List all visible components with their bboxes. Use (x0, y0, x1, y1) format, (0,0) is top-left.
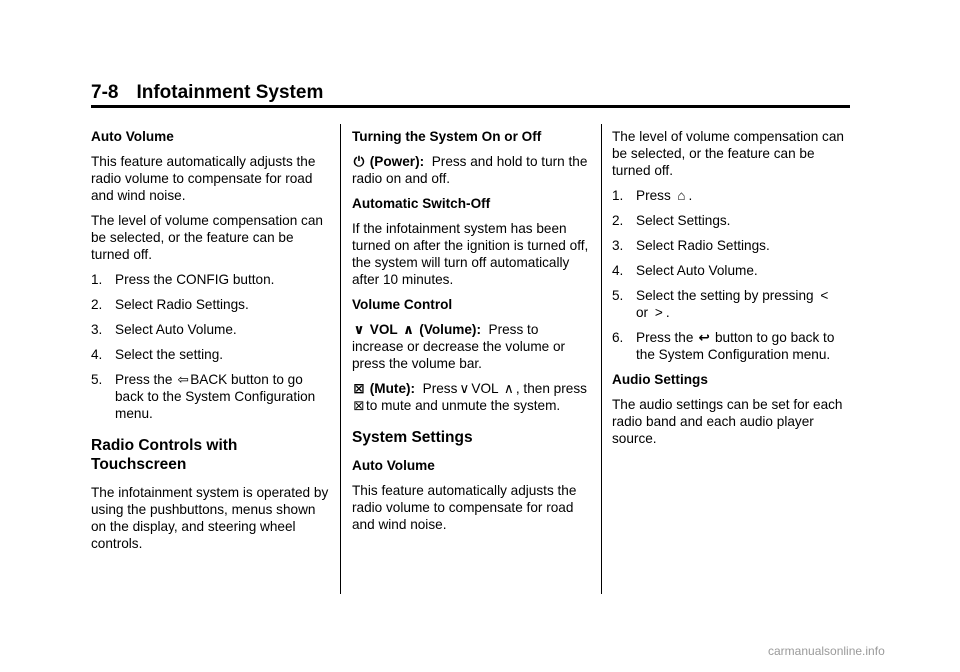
switchoff-heading: Automatic Switch-Off (352, 196, 491, 211)
step-2 (91, 296, 331, 313)
chevron-down-icon: ∨ (459, 381, 470, 396)
mute-label: (Mute): (369, 381, 416, 396)
step-number: 5. (91, 372, 103, 387)
step-1 (91, 271, 331, 288)
step-text: Press the (636, 330, 694, 345)
step-5: 5. Select the setting by pressing < or > . (612, 287, 852, 321)
turning-heading: Turning the System On or Off (352, 129, 542, 144)
step-text: Select Auto Volume. (636, 263, 758, 278)
auto-volume-text: This feature automatically adjusts the radio volume to compensate for road and wind noise. (352, 483, 577, 532)
vol-label: VOL (369, 322, 398, 337)
page-heading (91, 81, 850, 105)
mute-text: press (553, 381, 587, 396)
step-1: 1. Press ⌂ . (612, 188, 693, 203)
step-6 (612, 329, 852, 363)
volume-heading: Volume Control (352, 297, 453, 312)
step-number: 4. (91, 347, 103, 362)
step-number: 2. (612, 213, 624, 228)
column-divider-1 (340, 124, 341, 594)
step-number: 5. (612, 288, 624, 303)
power-icon: ⏻ (353, 154, 365, 169)
step-number: 1. (612, 188, 624, 203)
step-text: Select Settings. (636, 213, 731, 228)
mute-icon: ⊠ (353, 381, 365, 396)
page-title: Infotainment System (136, 82, 324, 103)
watermark: carmanualsonline.info (768, 644, 885, 658)
column-divider-2 (601, 124, 602, 594)
step-text: Select Auto Volume. (115, 322, 237, 337)
section-text: The infotainment system is operated by using the pushbuttons, menus shown on the display, and steering wheel controls. (91, 485, 329, 551)
power-label: (Power): (369, 154, 425, 169)
mute-text: Press (422, 381, 458, 396)
back-button-icon: ↩ (698, 330, 710, 345)
chevron-up-icon: ∧ (503, 381, 514, 396)
step-text: Press the (115, 372, 177, 387)
chevron-left-icon: < (820, 288, 829, 303)
step-text: Select Radio Settings. (115, 297, 249, 312)
column-3 (612, 128, 852, 455)
level-text: The level of volume compensation can be selected, or the feature can be turned off. (612, 129, 844, 178)
mute-icon: ⊠ (353, 398, 365, 413)
step-text: Select the setting. (115, 347, 224, 362)
volume-label: (Volume): (419, 322, 481, 337)
auto-volume-heading: Auto Volume (91, 129, 174, 144)
section-title-radio-controls: Radio Controls with Touchscreen (91, 437, 238, 473)
step-text: or (636, 305, 649, 320)
switchoff-text: If the infotainment system has been turned on after the ignition is turned off, the system will turn off automatically after 10 minutes. (352, 221, 589, 287)
step-text: BACK button to go back to the System Configuration menu. (115, 372, 316, 421)
step-text: Select the setting by pressing (636, 288, 814, 303)
step-number: 3. (91, 322, 103, 337)
chevron-right-icon: > (654, 305, 663, 320)
step-4 (91, 346, 331, 363)
back-arrow-icon: ⇦ (177, 372, 189, 387)
column-2 (352, 128, 592, 541)
step-text: Select Radio Settings. (636, 238, 770, 253)
power-text: Press and hold to turn the radio on and off. (352, 154, 588, 186)
header-rule (91, 105, 850, 108)
step-3 (612, 237, 852, 254)
auto-volume-text: This feature automatically adjusts the radio volume to compensate for road and wind noise. (91, 154, 316, 203)
chevron-down-icon: ∨ (353, 322, 365, 337)
step-number: 1. (91, 272, 103, 287)
step-text: button to go back to the System Configuration menu. (636, 330, 835, 362)
step-3 (91, 321, 331, 338)
section-title-system-settings: System Settings (352, 429, 473, 446)
chevron-up-icon: ∧ (402, 322, 415, 337)
page-number: 7-8 (91, 82, 119, 103)
step-2 (612, 212, 852, 229)
mute-text: , then (515, 381, 550, 396)
mute-text: to mute and unmute the system. (366, 398, 561, 413)
audio-text: The audio settings can be set for each radio band and each audio player source. (612, 397, 843, 446)
step-text: Press (636, 188, 671, 203)
page-header (91, 81, 850, 105)
audio-heading: Audio Settings (612, 372, 708, 387)
level-text: The level of volume compensation can be selected, or the feature can be turned off. (91, 213, 323, 262)
volume-paragraph (352, 321, 592, 372)
mute-text: VOL (471, 381, 499, 396)
volume-text: Press to increase or decrease the volume or press the volume bar. (352, 322, 566, 371)
auto-volume-heading: Auto Volume (352, 458, 435, 473)
step-text: Press the CONFIG button. (115, 272, 275, 287)
step-number: 4. (612, 263, 624, 278)
step-number: 2. (91, 297, 103, 312)
column-1 (91, 128, 331, 560)
step-5 (91, 371, 331, 422)
step-number: 6. (612, 330, 624, 345)
step-4 (612, 262, 852, 279)
home-config-icon: ⌂ (677, 188, 686, 203)
power-paragraph (352, 153, 592, 187)
step-number: 3. (612, 238, 624, 253)
mute-paragraph (352, 380, 592, 414)
